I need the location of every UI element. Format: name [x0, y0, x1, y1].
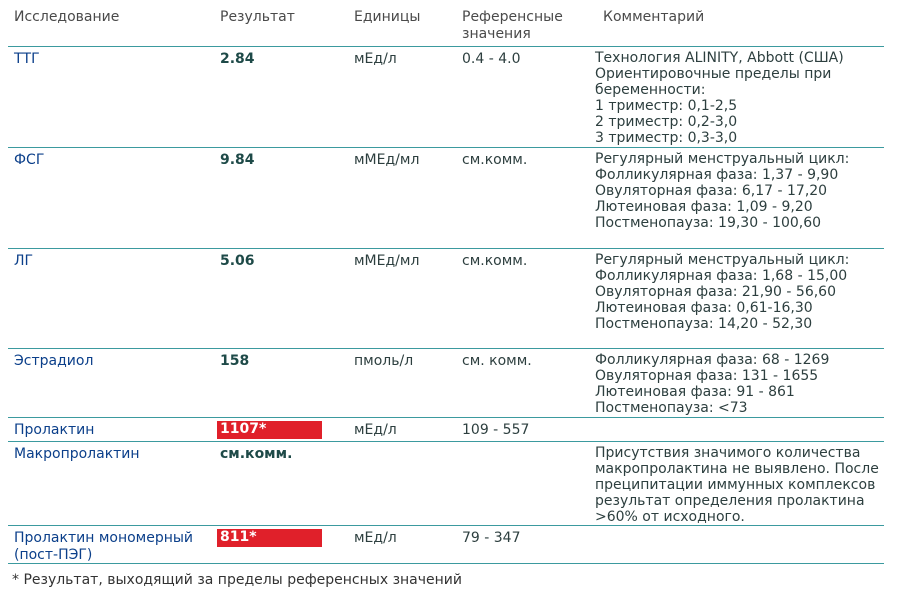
header-comment: Комментарий [603, 9, 705, 25]
row-divider [8, 46, 884, 47]
units-value: пмоль/л [354, 353, 414, 369]
reference-value: 79 - 347 [462, 530, 521, 546]
comment-text: Технология ALINITY, Abbott (США) Ориентировочные пределы при беременности: 1 триместр: 0,1-2,5 2 триместр: 0,2-3,0 3 триместр: 0,3-3,0 [595, 50, 844, 146]
units-value: мЕд/л [354, 51, 397, 67]
units-value: мМЕд/мл [354, 253, 420, 269]
row-divider [8, 563, 884, 564]
result-value-flagged: 811* [217, 529, 322, 547]
test-name: ФСГ [14, 152, 45, 168]
result-value-flagged: 1107* [217, 421, 322, 439]
result-value: 158 [220, 353, 250, 369]
row-divider [8, 525, 884, 526]
comment-text: Регулярный менструальный цикл: Фолликулярная фаза: 1,68 - 15,00 Овуляторная фаза: 21,90 - 56,60 Лютеиновая фаза: 0,61-16,30 Постменопауза: 14,20 - 52,30 [595, 252, 850, 332]
header-reference: Референсные значения [462, 9, 563, 42]
row-divider [8, 248, 884, 249]
reference-value: см.комм. [462, 253, 528, 269]
test-name: ТТГ [14, 51, 40, 67]
reference-value: 0.4 - 4.0 [462, 51, 521, 67]
header-units: Единицы [354, 9, 421, 25]
row-divider [8, 147, 884, 148]
test-name: Эстрадиол [14, 353, 94, 369]
units-value: мЕд/л [354, 422, 397, 438]
reference-value: 109 - 557 [462, 422, 530, 438]
result-value: 2.84 [220, 51, 255, 67]
header-test: Исследование [14, 9, 120, 25]
row-divider [8, 417, 884, 418]
comment-text: Регулярный менструальный цикл: Фолликулярная фаза: 1,37 - 9,90 Овуляторная фаза: 6,17 - 17,20 Лютеиновая фаза: 1,09 - 9,20 Постменопауза: 19,30 - 100,60 [595, 151, 850, 231]
comment-text: Фолликулярная фаза: 68 - 1269 Овуляторная фаза: 131 - 1655 Лютеиновая фаза: 91 - 861 Постменопауза: <73 [595, 352, 830, 416]
footnote: * Результат, выходящий за пределы референсных значений [12, 572, 462, 588]
test-name: Пролактин мономерный (пост-ПЭГ) [14, 530, 194, 563]
result-value: 9.84 [220, 152, 255, 168]
reference-value: см. комм. [462, 353, 532, 369]
test-name: Пролактин [14, 422, 95, 438]
reference-value: см.комм. [462, 152, 528, 168]
row-divider [8, 441, 884, 442]
test-name: Макропролактин [14, 446, 140, 462]
row-divider [8, 348, 884, 349]
units-value: мМЕд/мл [354, 152, 420, 168]
comment-text: Присутствия значимого количества макропролактина не выявлено. После преципитации иммунных комплексов результат определения пролактина >60% от исходного. [595, 445, 879, 525]
header-result: Результат [220, 9, 295, 25]
result-value: 5.06 [220, 253, 255, 269]
units-value: мЕд/л [354, 530, 397, 546]
result-value: см.комм. [220, 446, 293, 462]
test-name: ЛГ [14, 253, 34, 269]
